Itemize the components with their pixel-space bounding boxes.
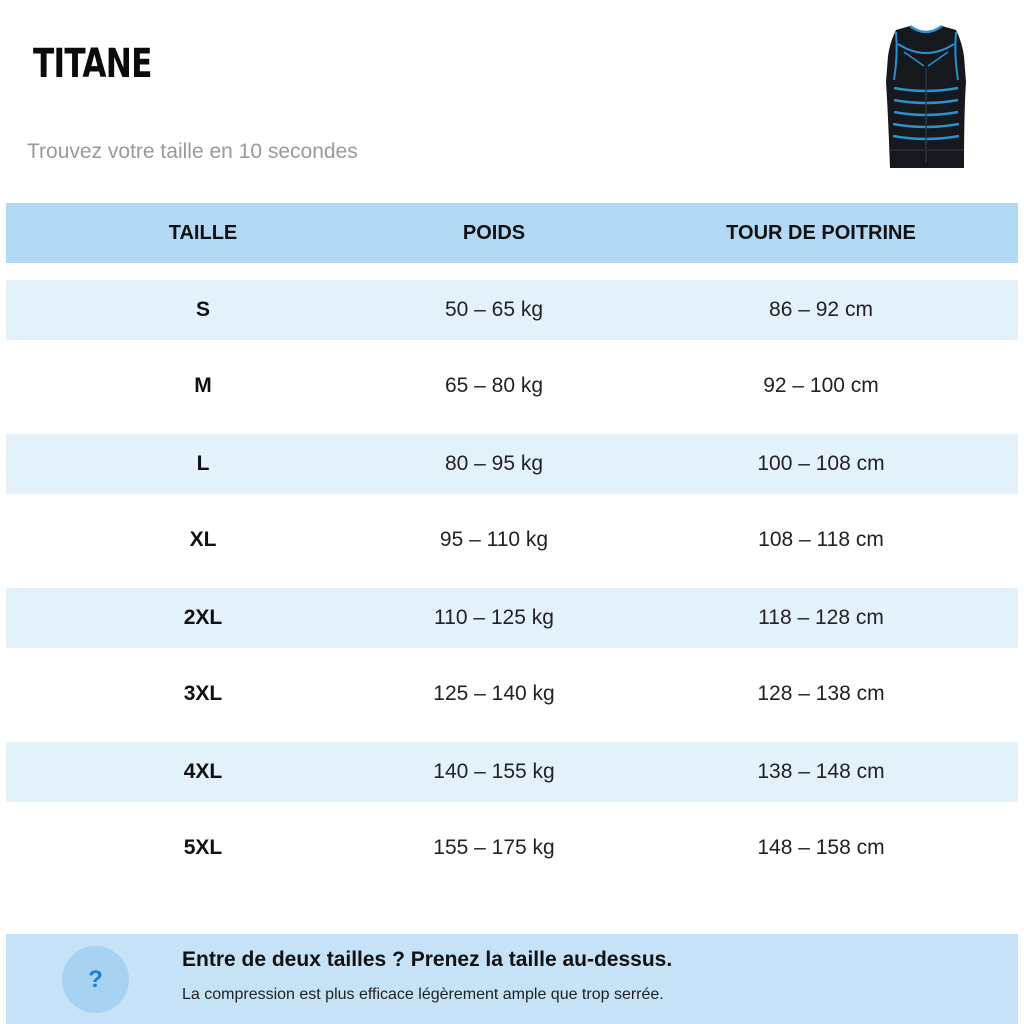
table-row [6, 280, 1018, 340]
chest-cell: 100 – 108 cm [757, 452, 885, 475]
size-cell: L [196, 452, 210, 475]
chest-cell: 118 – 128 cm [758, 606, 884, 629]
column-header-size: TAILLE [168, 222, 238, 244]
size-cell: 3XL [183, 682, 223, 705]
chest-cell: 148 – 158 cm [757, 836, 885, 859]
weight-cell: 155 – 175 kg [433, 836, 555, 859]
weight-cell: 125 – 140 kg [433, 682, 555, 705]
size-cell: S [195, 298, 211, 321]
size-tip-banner [6, 934, 1018, 1024]
chest-cell: 108 – 118 cm [758, 528, 884, 551]
page-subtitle: Trouvez votre taille en 10 secondes [27, 140, 358, 163]
weight-cell: 65 – 80 kg [444, 374, 544, 397]
weight-cell: 95 – 110 kg [439, 528, 549, 551]
question-mark-icon: ? [62, 946, 129, 1013]
product-image [874, 22, 978, 172]
column-header-chest: TOUR DE POITRINE [726, 222, 916, 244]
table-row [6, 588, 1018, 648]
tip-title: Entre de deux tailles ? Prenez la taille au-dessus. [182, 948, 673, 971]
table-row [6, 664, 1018, 724]
table-row [6, 356, 1018, 416]
table-row [6, 742, 1018, 802]
weight-cell: 140 – 155 kg [433, 760, 555, 783]
size-cell: 2XL [183, 606, 223, 629]
chest-cell: 128 – 138 cm [757, 682, 885, 705]
weight-cell: 80 – 95 kg [444, 452, 544, 475]
weight-cell: 110 – 125 kg [434, 606, 554, 629]
chest-cell: 92 – 100 cm [763, 374, 879, 397]
table-header [6, 203, 1018, 263]
size-cell: 4XL [183, 760, 223, 783]
table-row [6, 434, 1018, 494]
size-cell: M [194, 374, 212, 397]
tip-text: La compression est plus efficace légèrement ample que trop serrée. [182, 986, 664, 1003]
chest-cell: 138 – 148 cm [757, 760, 885, 783]
weight-cell: 50 – 65 kg [444, 298, 544, 321]
table-row [6, 818, 1018, 878]
table-row [6, 510, 1018, 570]
column-header-weight: POIDS [462, 222, 526, 244]
brand-title: TITANE [33, 41, 152, 87]
size-cell: 5XL [183, 836, 223, 859]
chest-cell: 86 – 92 cm [769, 298, 873, 321]
size-cell: XL [189, 528, 217, 551]
